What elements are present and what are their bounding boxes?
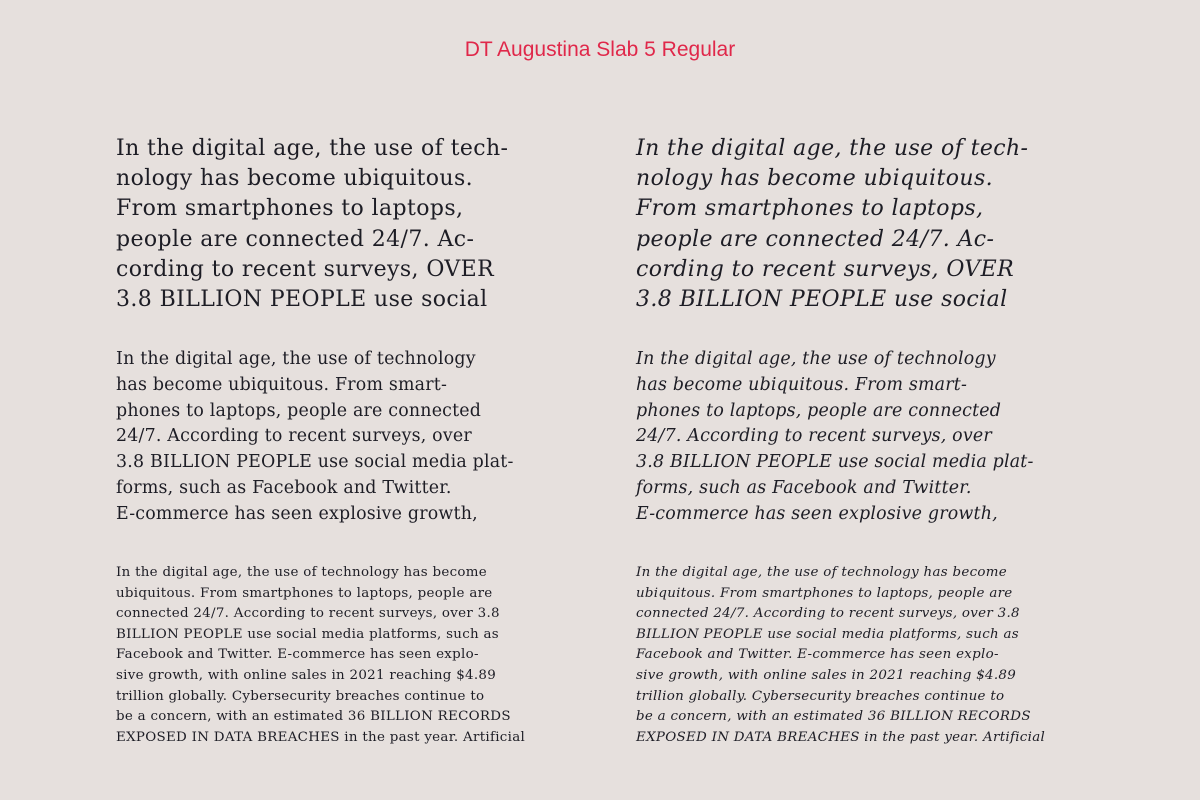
text-line bbox=[636, 604, 1045, 625]
text-segment: forms, such as Facebook and Twitter. bbox=[116, 477, 452, 498]
text-segment: 3.8 bbox=[636, 287, 680, 313]
text-segment: nology has become ubiquitous. bbox=[636, 166, 994, 192]
text-line bbox=[636, 666, 1045, 687]
small-caps-text: EXPOSED IN DATA BREACHES bbox=[636, 729, 860, 745]
text-segment: In the digital age, the use of tech- bbox=[636, 136, 1029, 161]
text-line bbox=[636, 625, 1045, 646]
text-segment: sive growth, with online sales in 2021 reaching $4.89 bbox=[116, 667, 497, 683]
text-segment: be a concern, with an estimated 36 bbox=[636, 709, 891, 725]
text-line bbox=[636, 476, 1034, 502]
text-line bbox=[116, 399, 514, 425]
text-line bbox=[116, 347, 514, 373]
text-segment: 24/7. According to recent surveys, over bbox=[636, 426, 992, 447]
text-line bbox=[116, 225, 508, 255]
text-line bbox=[636, 728, 1045, 749]
text-segment: trillion globally. Cybersecurity breaches continue to bbox=[116, 688, 485, 704]
text-line bbox=[636, 373, 1034, 399]
text-segment: E-commerce has seen explosive growth, bbox=[116, 503, 478, 524]
text-segment: In the digital age, the use of technology has become bbox=[116, 565, 487, 580]
text-segment: 3.8 bbox=[636, 452, 670, 473]
large-paragraph bbox=[636, 134, 1028, 315]
small-caps-text: OVER bbox=[426, 256, 495, 282]
text-segment: In the digital age, the use of technology bbox=[116, 349, 476, 369]
text-line bbox=[636, 707, 1045, 728]
medium-paragraph bbox=[116, 347, 514, 528]
text-segment: In the digital age, the use of tech- bbox=[116, 136, 509, 161]
text-line bbox=[636, 347, 1034, 373]
text-line bbox=[116, 285, 508, 315]
text-segment: in the past year. Artificial bbox=[859, 729, 1046, 745]
text-segment: connected 24/7. According to recent surveys, over 3.8 bbox=[636, 606, 1020, 622]
text-line bbox=[116, 584, 525, 605]
text-line bbox=[116, 450, 514, 476]
small-caps-text: BILLION PEOPLE bbox=[670, 452, 833, 473]
text-segment: use social media plat- bbox=[832, 452, 1034, 473]
text-line bbox=[116, 563, 525, 584]
text-segment: use social media platforms, such as bbox=[242, 626, 499, 642]
text-segment: use social media plat- bbox=[312, 452, 514, 473]
text-line bbox=[636, 399, 1034, 425]
small-caps-text: BILLION PEOPLE bbox=[679, 287, 887, 313]
small-caps-text: BILLION PEOPLE bbox=[636, 626, 763, 642]
text-line bbox=[636, 194, 1028, 224]
text-line bbox=[116, 194, 508, 224]
small-caps-text: BILLION PEOPLE bbox=[116, 626, 243, 642]
text-line bbox=[636, 134, 1028, 164]
text-line bbox=[636, 424, 1034, 450]
text-segment: people are connected 24/7. Ac- bbox=[116, 226, 475, 252]
text-segment: Facebook and Twitter. E-commerce has seen explo- bbox=[116, 647, 479, 663]
text-segment: From smartphones to laptops, bbox=[116, 196, 464, 222]
text-segment: phones to laptops, people are connected bbox=[636, 400, 1002, 421]
text-segment: sive growth, with online sales in 2021 reaching $4.89 bbox=[636, 667, 1017, 683]
text-segment: Facebook and Twitter. E-commerce has seen explo- bbox=[636, 647, 999, 663]
text-segment: people are connected 24/7. Ac- bbox=[636, 226, 995, 252]
text-segment: connected 24/7. According to recent surveys, over 3.8 bbox=[116, 606, 500, 622]
small-caps-text: BILLION PEOPLE bbox=[150, 452, 313, 473]
text-segment: ubiquitous. From smartphones to laptops, people are bbox=[636, 585, 1013, 601]
text-segment: 3.8 bbox=[116, 287, 160, 313]
text-line bbox=[636, 502, 1034, 528]
small-caps-text: BILLION RECORDS bbox=[370, 709, 511, 725]
text-segment: has become ubiquitous. From smart- bbox=[116, 374, 448, 395]
text-line bbox=[116, 255, 508, 285]
text-segment: cording to recent surveys, bbox=[636, 256, 947, 282]
text-segment: forms, such as Facebook and Twitter. bbox=[636, 477, 972, 498]
text-segment: cording to recent surveys, bbox=[116, 256, 427, 282]
text-segment: 24/7. According to recent surveys, over bbox=[116, 426, 472, 447]
small-caps-text: OVER bbox=[946, 256, 1015, 282]
small-caps-text: BILLION PEOPLE bbox=[159, 287, 367, 313]
text-segment: use social bbox=[886, 287, 1008, 313]
text-line bbox=[116, 604, 525, 625]
text-line bbox=[636, 285, 1028, 315]
text-line bbox=[636, 164, 1028, 194]
text-segment: use social bbox=[366, 287, 488, 313]
text-line bbox=[116, 707, 525, 728]
text-segment: 3.8 bbox=[116, 452, 150, 473]
text-line bbox=[116, 625, 525, 646]
small-caps-text: BILLION RECORDS bbox=[890, 709, 1031, 725]
text-line bbox=[116, 502, 514, 528]
text-line bbox=[116, 687, 525, 708]
small-paragraph bbox=[636, 563, 1045, 748]
text-segment: From smartphones to laptops, bbox=[636, 196, 984, 222]
text-segment: ubiquitous. From smartphones to laptops, people are bbox=[116, 585, 493, 601]
text-line bbox=[116, 424, 514, 450]
text-segment: trillion globally. Cybersecurity breaches continue to bbox=[636, 688, 1005, 704]
text-segment: has become ubiquitous. From smart- bbox=[636, 374, 968, 395]
small-paragraph bbox=[116, 563, 525, 748]
text-line bbox=[116, 476, 514, 502]
text-line bbox=[116, 666, 525, 687]
text-segment: phones to laptops, people are connected bbox=[116, 400, 482, 421]
text-line bbox=[116, 164, 508, 194]
text-segment: use social media platforms, such as bbox=[762, 626, 1019, 642]
text-segment: in the past year. Artificial bbox=[339, 729, 526, 745]
text-line bbox=[116, 373, 514, 399]
small-caps-text: EXPOSED IN DATA BREACHES bbox=[116, 729, 340, 745]
text-segment: In the digital age, the use of technology bbox=[636, 349, 996, 369]
text-segment: E-commerce has seen explosive growth, bbox=[636, 503, 998, 524]
text-line bbox=[116, 728, 525, 749]
text-line bbox=[116, 645, 525, 666]
text-line bbox=[636, 563, 1045, 584]
medium-paragraph bbox=[636, 347, 1034, 528]
large-paragraph bbox=[116, 134, 508, 315]
text-segment: nology has become ubiquitous. bbox=[116, 166, 474, 192]
text-line bbox=[636, 225, 1028, 255]
text-line bbox=[636, 584, 1045, 605]
specimen-title: DT Augustina Slab 5 Regular bbox=[464, 38, 736, 61]
text-segment: In the digital age, the use of technology has become bbox=[636, 565, 1007, 580]
text-line bbox=[116, 134, 508, 164]
text-segment: be a concern, with an estimated 36 bbox=[116, 709, 371, 725]
text-line bbox=[636, 645, 1045, 666]
text-line bbox=[636, 450, 1034, 476]
text-line bbox=[636, 687, 1045, 708]
text-line bbox=[636, 255, 1028, 285]
